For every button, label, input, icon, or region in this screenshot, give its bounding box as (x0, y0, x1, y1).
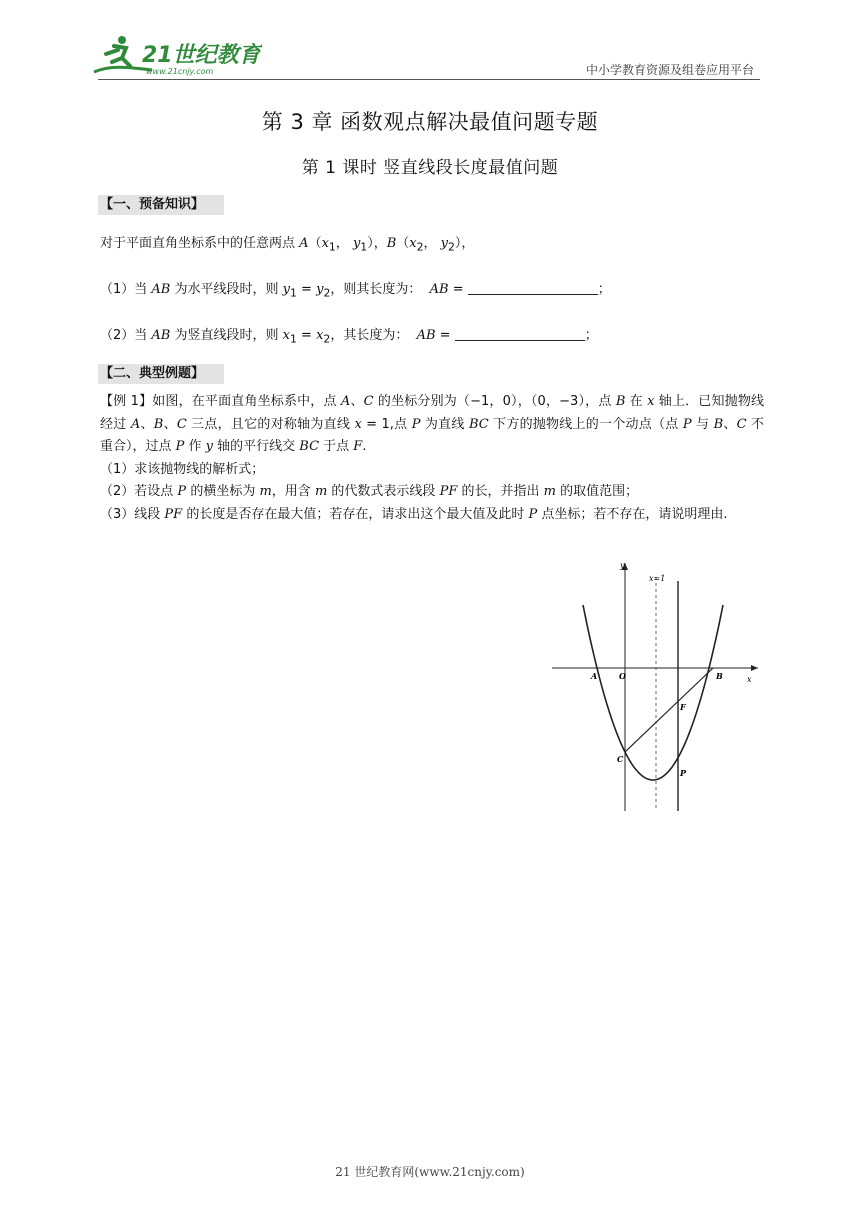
platform-name: 中小学教育资源及组卷应用平台 (585, 63, 754, 77)
segment-bc (625, 668, 713, 752)
page-title: 第 3 章 函数观点解决最值问题专题 (261, 110, 599, 134)
question-1: （1）求该抛物线的解析式； (100, 462, 265, 477)
logo-url: www.21cnjy.com (146, 67, 214, 76)
label-b: B (716, 671, 723, 681)
prerequisite-horizontal: （1）当 AB 为水平线段时，则 $y_1 = y_2$，则其长度为： AB = ； (100, 282, 611, 300)
answer-blank-2[interactable] (455, 326, 585, 341)
page-footer: 21 世纪教育网(www.21cnjy.com) (335, 1165, 525, 1179)
label-x: x (747, 675, 752, 684)
logo-text: 21世纪教育 (142, 43, 261, 68)
section-examples-tag: 【二、典型例题】 (98, 364, 224, 384)
parabola-figure (550, 555, 762, 815)
header-divider (98, 79, 760, 80)
label-o: O (619, 671, 626, 681)
page-subtitle: 第 1 课时 竖直线段长度最值问题 (301, 158, 559, 178)
question-3: （3）线段 PF 的长度是否存在最大值；若存在，请求出这个最大值及此时 P 点坐标；若不存在，请说明理由. (100, 507, 728, 522)
label-symmetry: x=1 (649, 574, 666, 583)
label-c: C (617, 754, 624, 764)
label-a: A (591, 671, 598, 681)
label-y: y (620, 561, 625, 570)
prerequisite-intro: 对于平面直角坐标系中的任意两点 $A(x_1$， $y_1$），$B(x_2$， $y_2$）， (100, 236, 475, 254)
label-f: F (680, 702, 686, 712)
label-p: P (680, 768, 687, 778)
question-2: （2）若设点 P 的横坐标为 m，用含 m 的代数式表示线段 PF 的长，并指出 m 的取值范围； (100, 484, 639, 499)
section-prerequisites-tag: 【一、预备知识】 (98, 195, 224, 215)
answer-blank-1[interactable] (468, 280, 598, 295)
site-logo (92, 32, 262, 78)
example-1-statement: 【例 1】如图，在平面直角坐标系中，点 A、C 的坐标分别为（−1，0），（0，−3），点 B 在 x 轴上．已知抛物线经过 A、B、C 三点，且它的对称轴为直线 x = 1,点 P 为直线 BC 下方的抛物线上的一个动点（点 P 与 B、C 不重合），过点 P 作 y 轴的平行线交 BC 于点 F. (100, 394, 765, 454)
parabola-curve (583, 605, 723, 780)
prerequisite-vertical: （2）当 AB 为竖直线段时，则 $x_1 = x_2$，其长度为： AB = ； (100, 328, 598, 346)
x-axis-arrow (751, 665, 758, 671)
